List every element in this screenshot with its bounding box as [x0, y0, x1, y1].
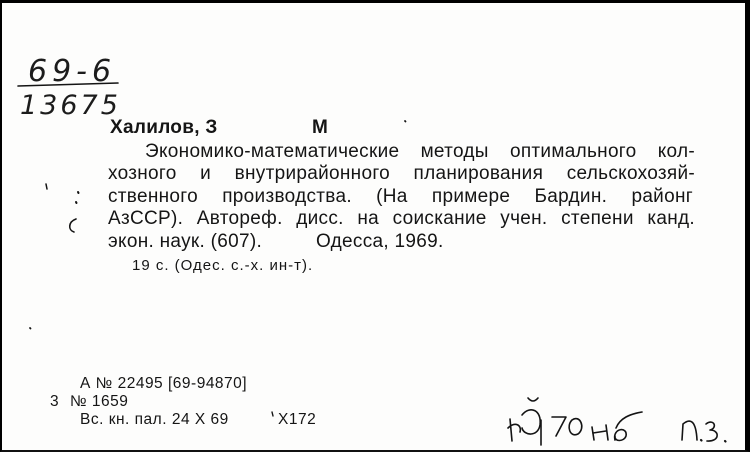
- title-line: Экономико-математические методы оптимального кол-: [145, 141, 695, 162]
- title-line: АзССР). Автореф. дисс. на соискание учен. степени канд.: [108, 208, 695, 229]
- author-name: Халилов, З: [110, 117, 218, 138]
- handwritten-note: [508, 398, 642, 445]
- registry-code: X172: [278, 411, 317, 428]
- handwritten-initials: [682, 421, 726, 441]
- scan-speck: [76, 202, 77, 203]
- scan-speck: [78, 192, 79, 193]
- scan-speck: [30, 328, 31, 329]
- scan-speck: [70, 219, 76, 232]
- scan-speck: [405, 121, 406, 122]
- title-line: хозного и внутрирайонного планирования сельскохозяй-: [108, 163, 695, 184]
- scan-speck: [46, 184, 47, 189]
- degree-field: экон. наук. (607).: [108, 231, 263, 252]
- book-chamber-line: Вс. кн. пал. 24 X 69: [80, 411, 229, 428]
- registry-number: № 1659: [70, 393, 129, 410]
- author-index-letter: М: [312, 117, 329, 138]
- handwritten-shelfmark-line-2: 13675: [20, 90, 121, 121]
- handwritten-shelfmark-line-1: 69-6: [28, 54, 117, 89]
- place-and-year: Одесса, 1969.: [316, 231, 444, 252]
- title-line: ственного производства. (На примере Бардин. районг: [108, 186, 693, 207]
- registry-number-a: А № 22495 [69-94870]: [80, 375, 248, 392]
- pagination-note: 19 с. (Одес. с.-х. ин-т).: [132, 257, 314, 274]
- registry-prefix: 3: [50, 393, 60, 410]
- scan-speck: [272, 412, 273, 416]
